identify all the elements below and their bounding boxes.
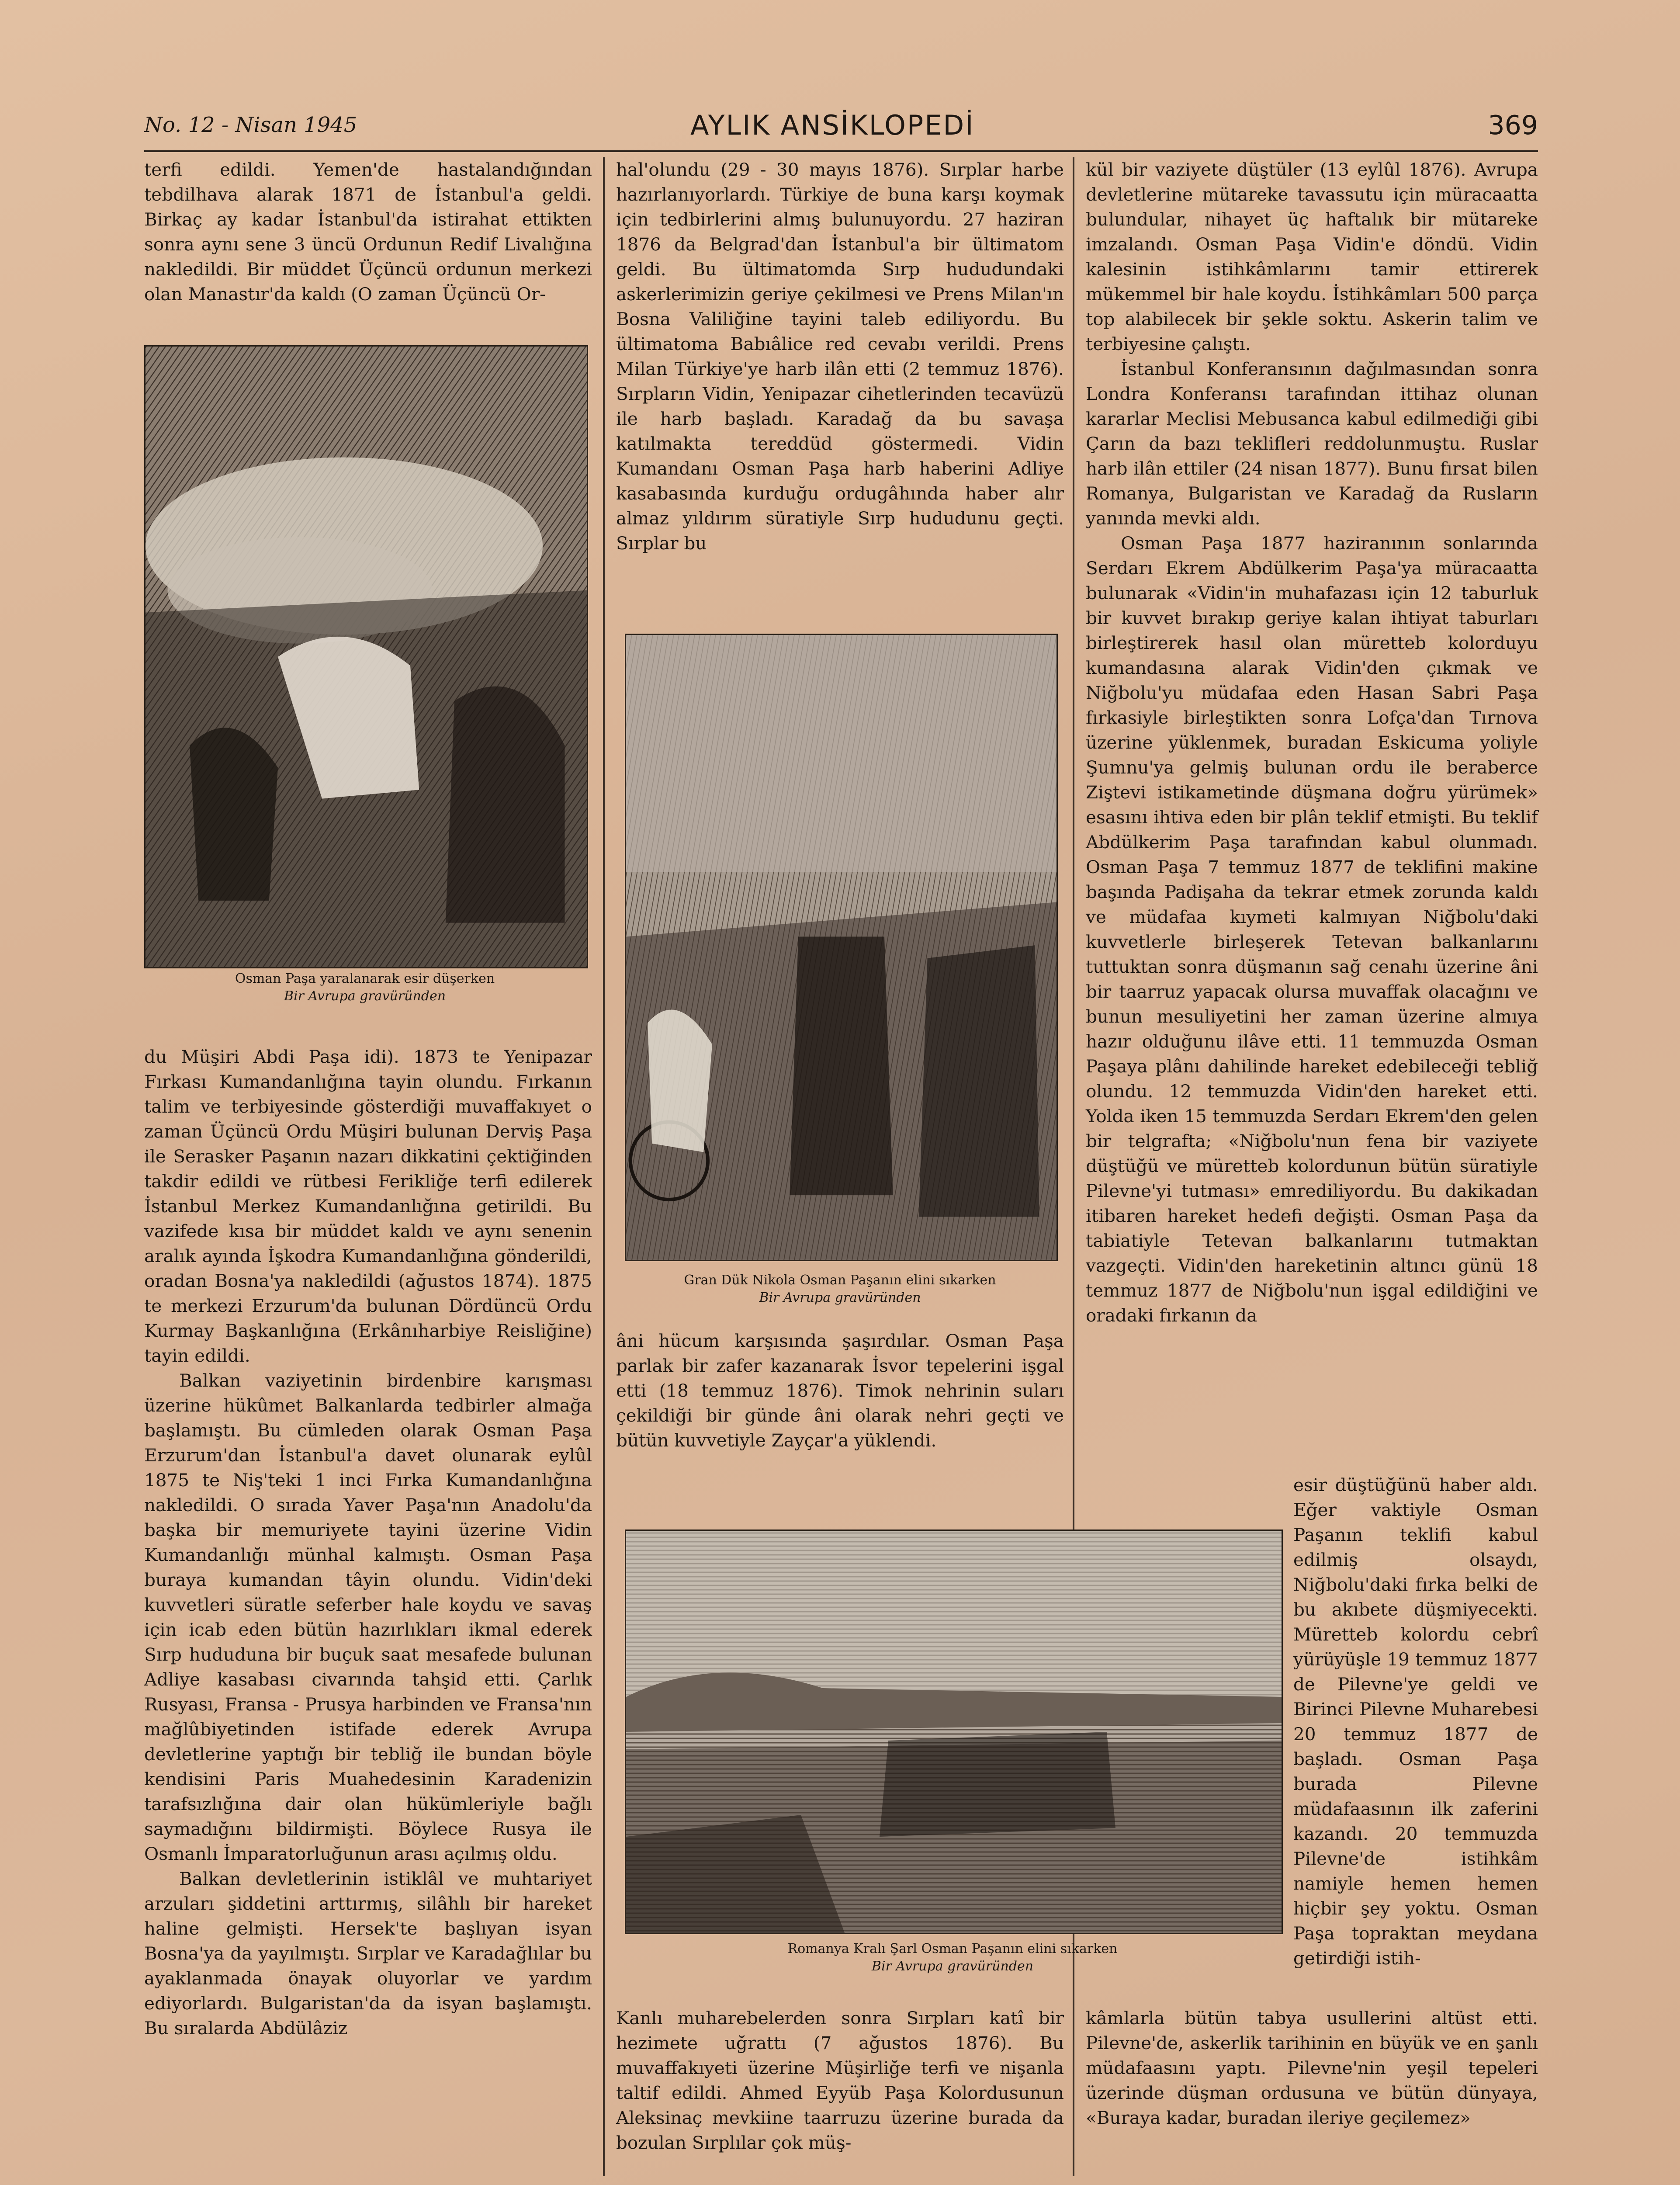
handshake-engraving-image	[626, 635, 1056, 1260]
caption-line: Osman Paşa yaralanarak esir düşerken	[235, 971, 495, 986]
column-1-top	[144, 157, 592, 307]
paragraph: hal'olundu (29 - 30 mayıs 1876). Sırplar harbe hazırlanıyorlardı. Türkiye de buna karşı koymak için tedbirlerini almış bulunuyordu. 27 haziran 1876 da Belgrad'dan İstanbul'a bir ültimatom geldi. Bu ültimatomda Sırp hududundaki askerlerimizin geriye çekilmesi ve Prens Milan'ın Bosna Valiliğine tayini taleb ediliyordu. Bu ültimatoma Babıâlice red cevabı verildi. Prens Milan Türkiye'ye harb ilân etti (2 temmuz 1876). Sırpların Vidin, Yenipazar cihetlerinden tecavüzü ile harb başladı. Karadağ da bu savaşa katılmakta tereddüd göstermedi. Vidin Kumandanı Osman Paşa harb haberini Adliye kasabasında kurduğu ordugâhında haber alır almaz yıldırım süratiyle Sırp hududunu geçti. Sırplar bu	[616, 159, 1064, 554]
battle-engraving-image	[145, 347, 587, 967]
paragraph: âni hücum karşısında şaşırdılar. Osman Paşa parlak bir zafer kazanarak İsvor tepelerini işgal etti (18 temmuz 1876). Timok nehrinin suları çekildiği bir günde âni olarak nehri geçti ve bütün kuvvetiyle Zayçar'a yüklendi.	[616, 1330, 1064, 1451]
column-3-bottom	[1086, 2006, 1538, 2130]
paragraph: du Müşiri Abdi Paşa idi). 1873 te Yenipazar Fırkası Kumandanlığına tayin olundu. Fırkanın talim ve terbiyesinde gösterdiği muvaffakıyet o zaman Üçüncü Ordu Müşiri bulunan Derviş Paşa ile Serasker Paşanın nazarı dikkatini çektiğinden takdir edildi ve rütbesi Ferikliğe terfi edilerek İstanbul Merkez Kumandanlığına getirildi. Bu vazifede kısa bir müddet kaldı ve aynı senenin aralık ayında İşkodra Kumandanlığına gönderildi, oradan Bosna'ya nakledildi (ağustos 1874). 1875 te merkezi Erzurum'da bulunan Dördüncü Ordu Kurmay Başkanlığına (Erkânıharbiye Reisliğine) tayin edildi.	[144, 1046, 592, 1366]
caption-source: Bir Avrupa gravüründen	[871, 1959, 1034, 1974]
column-2-top	[616, 157, 1064, 556]
paragraph: Kanlı muharebelerden sonra Sırpları katî bir hezimete uğrattı (7 ağustos 1876). Bu muvaffakıyeti üzerine Müşirliğe terfi ve nişanla taltif edildi. Ahmed Eyyüb Paşa Kolordusunun Aleksinaç mevkiine taarruzu üzerine burada da bozulan Sırplılar çok müş-	[616, 2008, 1064, 2153]
caption-line: Romanya Kralı Şarl Osman Paşanın elini sıkarken	[787, 1941, 1118, 1956]
column-divider-1	[603, 157, 605, 2176]
paragraph: Balkan devletlerinin istiklâl ve muhtariyet arzuları şiddetini arttırmış, silâhlı bir hareket haline gelmişti. Hersek'te başlıyan isyan Bosna'ya da yayılmıştı. Sırplar ve Karadağlılar bu ayaklanmada önayak oluyorlar ve yardım ediyorlardı. Bulgaristan'da da isyan başlamıştı. Bu sıralarda Abdülâziz	[144, 1868, 592, 2039]
paragraph: İstanbul Konferansının dağılmasından sonra Londra Konferansı tarafından ittihaz olunan kararlar Meclisi Mebusanca kabul edilmediği gibi Çarın da bazı teklifleri reddolunmuştu. Ruslar harb ilân ettiler (24 nisan 1877). Bunu fırsat bilen Romanya, Bulgaristan ve Karadağ da Rusların yanında mevki aldı.	[1086, 358, 1538, 529]
paragraph: kül bir vaziyete düştüler (13 eylûl 1876). Avrupa devletlerine mütareke tavassutu için müracaatta bulundular, nihayet üç haftalık bir mütareke imzalandı. Osman Paşa Vidin'e döndü. Vidin kalesinin istihkâmlarını tamir ettirerek mükemmel bir hale koydu. İstihkâmları 500 parça top alabilecek bir şekle soktu. Askerin talim ve terbiyesine çalıştı.	[1086, 159, 1538, 354]
journal-title: AYLIK ANSİKLOPEDİ	[690, 109, 975, 141]
figure-3-engraving	[625, 1530, 1283, 1934]
paragraph: kâmlarla bütün tabya usullerini altüst etti. Pilevne'de, askerlik tarihinin en büyük ve en şanlı müdafaasını yaptı. Pilevne'nin yeşil tepeleri üzerinde düşman ordusuna ve bütün dünyaya, «Buraya kadar, buradan ileriye geçilemez»	[1086, 2008, 1538, 2128]
figure-2-caption	[625, 1272, 1055, 1307]
figure-2-engraving	[625, 634, 1058, 1261]
king-carol-engraving-image	[626, 1531, 1282, 1933]
column-1-bottom	[144, 1044, 592, 2041]
column-2-bottom	[616, 2006, 1064, 2155]
paragraph: Balkan vaziyetinin birdenbire karışması üzerine hükûmet Balkanlarda tedbirler almağa başlamıştı. Bu cümleden olarak Osman Paşa Erzurum'dan İstanbul'a davet olunarak eylûl 1875 te Niş'teki 1 inci Fırka Kumandanlığına nakledildi. O sırada Yaver Paşa'nın Anadolu'da başka bir memuriyete tayini üzerine Vidin Kumandanlığı münhal kalmıştı. Osman Paşa buraya kumandan tâyin olundu. Vidin'deki kuvvetleri süratle seferber hale koydu ve savaş için icab eden bütün hazırlıkları ikmal ederek Sırp hududuna bir buçuk saat mesafede bulunan Adliye kasabası civarında tahşid etti. Çarlık Rusyası, Fransa - Prusya harbinden ve Fransa'nın mağlûbiyetinden istifade ederek Avrupa devletlerine yaptığı bir tebliğ ile bundan böyle kendisini Paris Muahedesinin Karadenizin tarafsızlığına dair olan hükümleriyle bağlı saymadığını bildirmişti. Böylece Rusya ile Osmanlı İmparatorluğunun arası açılmış oldu.	[144, 1370, 592, 1864]
paragraph: terfi edildi. Yemen'de hastalandığından tebdilhava alarak 1871 de İstanbul'a geldi. Birkaç ay kadar İstanbul'da istirahat ettikten sonra aynı sene 3 üncü Ordunun Redif Livalığına nakledildi. Bir müddet Üçüncü ordunun merkezi olan Manastır'da kaldı (O zaman Üçüncü Or-	[144, 159, 592, 305]
paragraph: Osman Paşa 1877 haziranının sonlarında Serdarı Ekrem Abdülkerim Paşa'ya müracaatta bulunarak «Vidin'in muhafazası için 12 taburluk bir kuvvet bırakıp geriye kalan ihtiyat taburları birleştirerek hasıl olan müretteb kolorduyu kumandasına alarak Vidin'den çıkmak ve Niğbolu'yu müdafaa eden Hasan Sabri Paşa fırkasiyle birleştikten sonra Lofça'dan Tırnova üzerine yüklenmek, buradan Eskicuma yoliyle Şumnu'ya gelmiş bulunan ordu ile beraberce Ziştevi istikametinde düşmana doğru yürümek» esasını ihtiva eden bir plân teklif etmişti. Bu teklif Abdülkerim Paşa tarafından kabul olunmadı. Osman Paşa 7 temmuz 1877 de teklifini makine başında Padişaha da tekrar etmek zorunda kaldı ve müdafaa kıymeti kalmıyan Niğbolu'daki kuvvetlerle birleşerek Tetevan balkanlarını tuttuktan sonra düşmanın sağ cenahı üzerine âni bir taarruz yapacak olursa muvaffak olacağını ve bunun mesuliyetini her zaman üzerine almıya hazır olduğunu ilâve etti. 11 temmuzda Osman Paşaya plânı dahilinde hareket edebileceği tebliğ olundu. 12 temmuzda Vidin'den hareket etti. Yolda iken 15 temmuzda Serdarı Ekrem'den gelen bir telgrafta; «Niğbolu'nun fena bir vaziyete düştüğü ve müretteb kolordunun bütün süratiyle Pilevne'yi tutması» emrediliyordu. Bu dakikadan itibaren hareket hedefi değişti. Osman Paşa da tabiatiyle Tetevan balkanlarını tutmaktan vazgeçti. Vidin'den hareketinin altıncı günü 18 temmuz 1877 de Niğbolu'nun işgal edildiğini ve oradaki fırkanın da	[1086, 533, 1538, 1326]
paragraph: esir düştüğünü haber aldı. Eğer vaktiyle Osman Paşanın teklifi kabul edilmiş olsaydı, Niğbolu'daki fırka belki de bu akıbete düşmiyecekti. Müretteb kolordu cebrî yürüyüşle 19 temmuz 1877 de Pilevne'ye geldi ve Birinci Pilevne Muharebesi 20 temmuz 1877 de başladı. Osman Paşa burada Pilevne müdafaasının ilk zaferini kazandı. 20 temmuzda Pilevne'de istihkâm namiyle hemen hemen hiçbir şey yoktu. Osman Paşa topraktan meydana getirdiği istih-	[1293, 1474, 1538, 1969]
running-header	[144, 109, 1538, 148]
figure-3-caption	[625, 1940, 1280, 1975]
column-3-narrow	[1293, 1473, 1538, 1971]
figure-1-caption	[144, 970, 585, 1005]
issue-date: No. 12 - Nisan 1945	[144, 113, 357, 137]
header-rule	[144, 150, 1538, 152]
column-2-middle	[616, 1328, 1064, 1453]
column-3-top	[1086, 157, 1538, 1328]
caption-source: Bir Avrupa gravüründen	[759, 1290, 921, 1305]
caption-line: Gran Dük Nikola Osman Paşanın elini sıkarken	[684, 1273, 996, 1288]
page-number: 369	[1488, 110, 1538, 141]
caption-source: Bir Avrupa gravüründen	[284, 988, 446, 1004]
figure-1-engraving	[144, 345, 588, 968]
